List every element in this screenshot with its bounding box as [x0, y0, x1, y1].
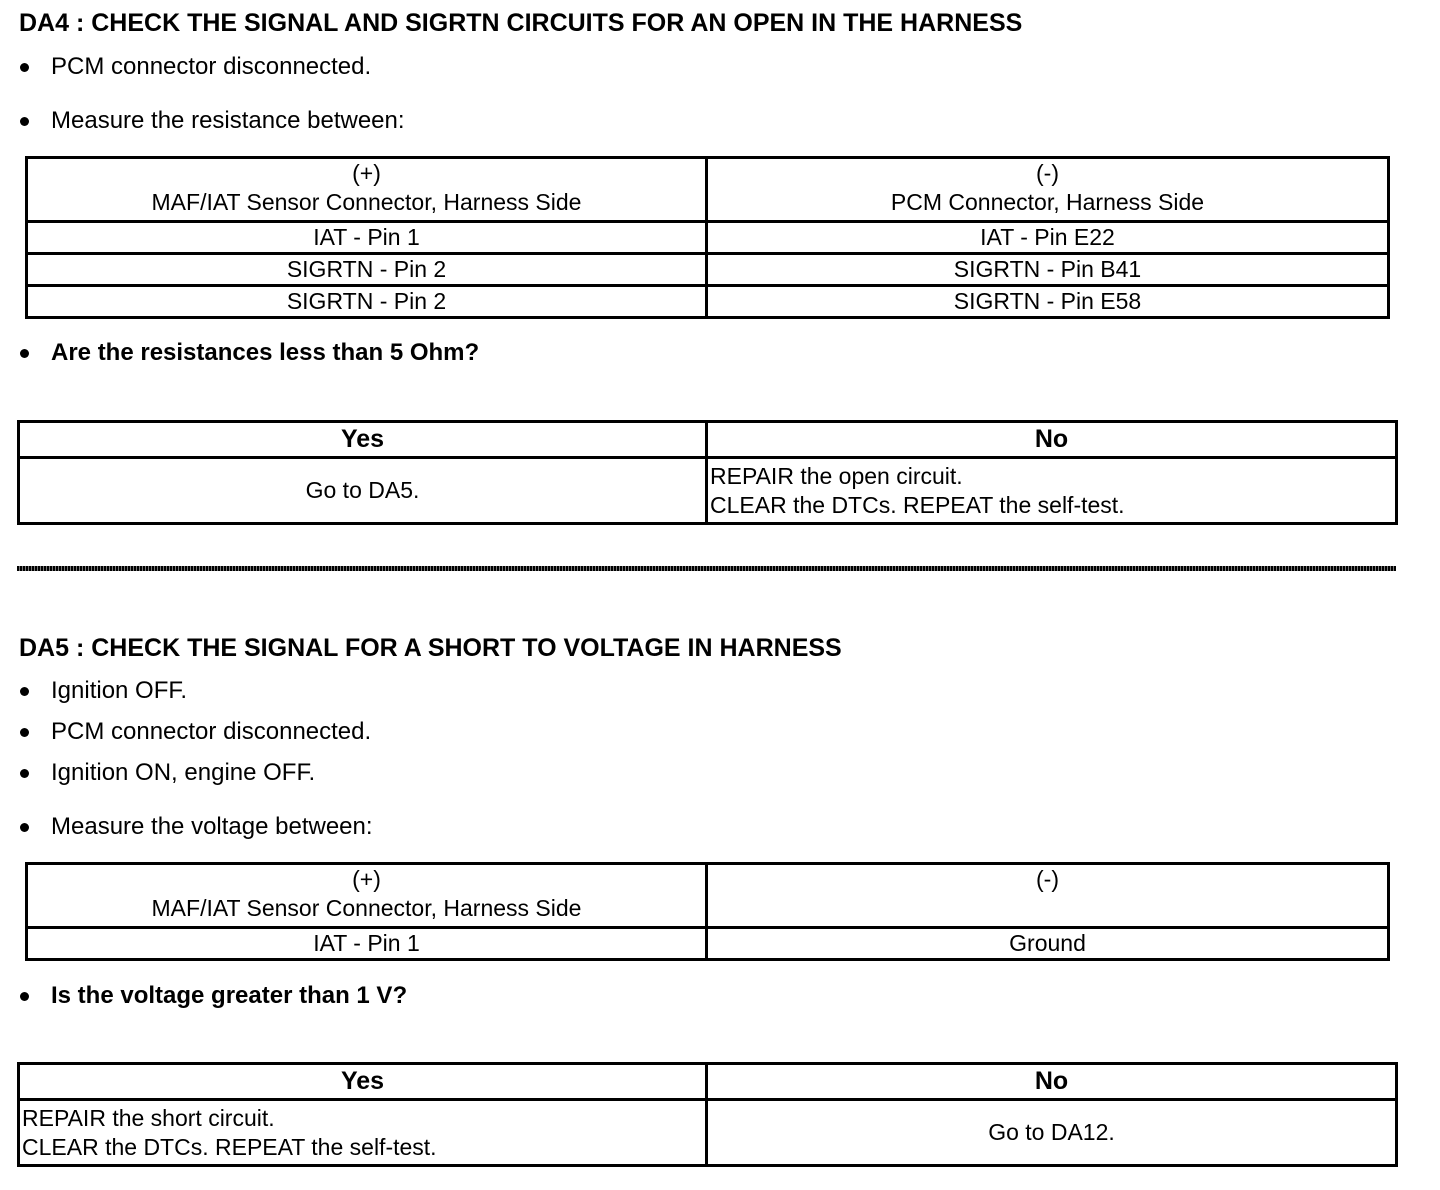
table-row	[27, 286, 1389, 318]
minus-symbol: (-)	[1036, 160, 1059, 186]
bullet-text: Ignition ON, engine OFF.	[51, 759, 316, 786]
minus-header-label: PCM Connector, Harness Side	[890, 188, 1205, 215]
plus-header-label: MAF/IAT Sensor Connector, Harness Side	[151, 894, 582, 921]
yes-action-line: CLEAR the DTCs. REPEAT the self-test.	[22, 1133, 437, 1160]
minus-pin-cell: SIGRTN - Pin B41	[707, 254, 1389, 286]
bullet-text: PCM connector disconnected.	[51, 53, 372, 80]
plus-symbol: (+)	[352, 866, 381, 892]
no-action-line: CLEAR the DTCs. REPEAT the self-test.	[710, 491, 1125, 518]
da4-question	[20, 341, 479, 365]
table-row	[27, 222, 1389, 254]
plus-header-label: MAF/IAT Sensor Connector, Harness Side	[151, 188, 582, 215]
bullet-text: PCM connector disconnected.	[51, 718, 372, 745]
da5-bullet-1	[20, 679, 187, 703]
minus-pin-cell: Ground	[707, 928, 1389, 960]
no-action-cell	[707, 1100, 1397, 1166]
plus-symbol: (+)	[352, 160, 381, 186]
plus-pin-cell: SIGRTN - Pin 2	[27, 286, 707, 318]
da4-resistance-table	[25, 156, 1390, 319]
minus-column-header	[707, 864, 1389, 928]
no-action-cell	[707, 458, 1397, 524]
bullet-dot	[20, 992, 29, 1001]
minus-pin-cell: SIGRTN - Pin E58	[707, 286, 1389, 318]
bullet-dot	[20, 728, 29, 737]
no-action-line: Go to DA12.	[988, 1119, 1115, 1146]
da5-heading: DA5 : CHECK THE SIGNAL FOR A SHORT TO VOLTAGE IN HARNESS	[19, 634, 842, 662]
bullet-dot	[20, 117, 29, 126]
minus-column-header	[707, 158, 1389, 222]
question-text: Is the voltage greater than 1 V?	[51, 982, 408, 1009]
da5-question	[20, 984, 407, 1008]
table-row	[27, 254, 1389, 286]
yes-header: Yes	[19, 422, 707, 458]
bullet-text: Ignition OFF.	[51, 677, 188, 704]
da5-voltage-table	[25, 862, 1390, 961]
bullet-dot	[20, 769, 29, 778]
da5-bullet-2	[20, 720, 371, 744]
plus-pin-cell: IAT - Pin 1	[27, 928, 707, 960]
plus-column-header	[27, 158, 707, 222]
yes-action-cell	[19, 458, 707, 524]
question-text: Are the resistances less than 5 Ohm?	[51, 339, 480, 366]
da5-bullet-4	[20, 815, 373, 839]
yes-action-cell	[19, 1100, 707, 1166]
da4-bullet-2	[20, 109, 405, 133]
da4-bullet-1	[20, 55, 371, 79]
bullet-dot	[20, 63, 29, 72]
plus-pin-cell: SIGRTN - Pin 2	[27, 254, 707, 286]
minus-pin-cell: IAT - Pin E22	[707, 222, 1389, 254]
table-row	[19, 1100, 1397, 1166]
table-row	[27, 928, 1389, 960]
bullet-dot	[20, 687, 29, 696]
yes-header: Yes	[19, 1064, 707, 1100]
plus-pin-cell: IAT - Pin 1	[27, 222, 707, 254]
bullet-text: Measure the voltage between:	[51, 813, 373, 840]
da4-heading: DA4 : CHECK THE SIGNAL AND SIGRTN CIRCUITS FOR AN OPEN IN THE HARNESS	[19, 9, 1023, 37]
no-header: No	[707, 422, 1397, 458]
yes-action-line: REPAIR the short circuit.	[22, 1104, 275, 1131]
bullet-text: Measure the resistance between:	[51, 107, 405, 134]
no-header: No	[707, 1064, 1397, 1100]
bullet-dot	[20, 823, 29, 832]
yes-action-line: Go to DA5.	[305, 477, 420, 504]
da5-bullet-3	[20, 761, 315, 785]
no-action-line: REPAIR the open circuit.	[710, 462, 963, 489]
da4-result-table	[17, 420, 1398, 525]
da5-result-table	[17, 1062, 1398, 1167]
plus-column-header	[27, 864, 707, 928]
bullet-dot	[20, 349, 29, 358]
minus-symbol: (-)	[1036, 866, 1059, 892]
table-row	[19, 458, 1397, 524]
section-divider	[17, 566, 1396, 571]
